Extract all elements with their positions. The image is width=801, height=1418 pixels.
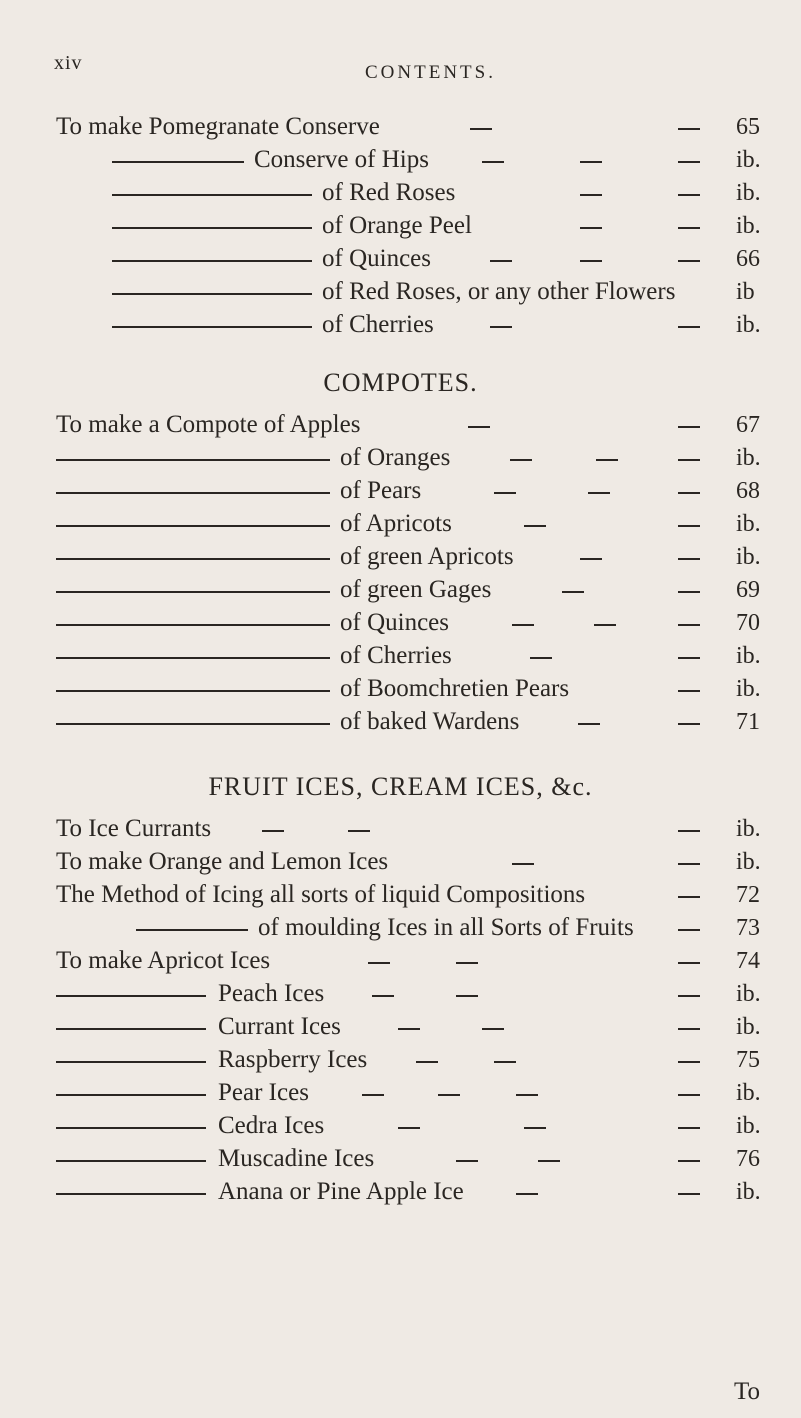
dash-rule [456,962,478,964]
dash-rule [562,591,584,593]
section-heading: FRUIT ICES, CREAM ICES, &c. [208,772,593,801]
toc-entry [0,946,801,980]
entry-text: of Boomchretien Pears [340,675,570,702]
entry-text: of Red Roses [322,179,456,206]
entry-text: of Pears [340,477,422,504]
entry-text: Muscadine Ices [218,1145,375,1172]
dash-rule [262,830,284,832]
entry-page: ib. [736,1014,761,1040]
entry-page: 72 [736,882,760,908]
dash-rule [678,896,700,898]
dash-rule [678,929,700,931]
entry-text: Currant Ices [218,1013,341,1040]
dash-rule [678,657,700,659]
dash-rule [494,492,516,494]
toc-entry [0,145,801,179]
entry-text: Conserve of Hips [254,146,429,173]
entry-page: ib. [736,1080,761,1106]
entry-page: ib. [736,1179,761,1205]
toc-entry [0,674,801,708]
dash-rule [368,962,390,964]
dash-rule [678,1028,700,1030]
entry-page: ib. [736,981,761,1007]
dash-rule [512,624,534,626]
entry-text: of Red Roses, or any other Flowers [322,278,676,305]
leader-rule [56,1061,206,1063]
leader-rule [56,1094,206,1096]
entry-page: ib. [736,643,761,669]
entry-page: 73 [736,915,760,941]
dash-rule [678,492,700,494]
entry-page: ib. [736,676,761,702]
leader-rule [112,194,312,196]
toc-entry [0,211,801,245]
entry-page: 75 [736,1047,760,1073]
leader-rule [56,558,330,560]
dash-rule [678,591,700,593]
leader-rule [112,293,312,295]
entry-page: ib. [736,511,761,537]
toc-entry [0,1111,801,1145]
entry-text: Cedra Ices [218,1112,325,1139]
dash-rule [510,459,532,461]
dash-rule [580,558,602,560]
toc-entry [0,1177,801,1211]
entry-text: To make Pomegranate Conserve [56,113,380,140]
entry-page: 69 [736,577,760,603]
entry-text: Raspberry Ices [218,1046,368,1073]
dash-rule [678,128,700,130]
dash-rule [524,525,546,527]
entry-page: ib. [736,213,761,239]
entry-page: ib. [736,445,761,471]
dash-rule [596,459,618,461]
section-heading: COMPOTES. [323,368,478,397]
dash-rule [482,1028,504,1030]
toc-entry [0,641,801,675]
leader-rule [136,929,248,931]
dash-rule [588,492,610,494]
entry-page: ib. [736,849,761,875]
entry-page: ib. [736,1113,761,1139]
catchword: To [734,1378,761,1405]
toc-entry [0,1078,801,1112]
dash-rule [482,161,504,163]
dash-rule [490,260,512,262]
leader-rule [56,690,330,692]
dash-rule [594,624,616,626]
dash-rule [456,995,478,997]
toc-entry [0,112,801,146]
entry-text: of green Apricots [340,543,514,570]
dash-rule [470,128,492,130]
leader-rule [112,326,312,328]
entry-text: of Cherries [322,311,434,338]
entry-page: 71 [736,709,760,735]
leader-rule [56,723,330,725]
entry-page: 67 [736,412,760,438]
dash-rule [516,1193,538,1195]
entry-page: 66 [736,246,760,272]
entry-text: To make Orange and Lemon Ices [56,848,389,875]
toc-entry [0,707,801,741]
dash-rule [678,1160,700,1162]
dash-rule [678,995,700,997]
dash-rule [580,161,602,163]
dash-rule [416,1061,438,1063]
dash-rule [678,227,700,229]
dash-rule [678,723,700,725]
dash-rule [678,558,700,560]
leader-rule [56,1160,206,1162]
leader-rule [56,1028,206,1030]
entry-page: ib [736,279,755,305]
toc-entry [0,847,801,881]
entry-text: of baked Wardens [340,708,520,735]
leader-rule [56,591,330,593]
dash-rule [678,830,700,832]
dash-rule [678,962,700,964]
toc-entry [0,443,801,477]
dash-rule [348,830,370,832]
toc-entry [0,476,801,510]
dash-rule [678,1127,700,1129]
entry-text: To make a Compote of Apples [56,411,361,438]
entry-text: Anana or Pine Apple Ice [218,1178,464,1205]
entry-text: To Ice Currants [56,815,212,842]
dash-rule [524,1127,546,1129]
entry-page: 76 [736,1146,760,1172]
dash-rule [678,194,700,196]
dash-rule [538,1160,560,1162]
toc-entry [0,880,801,914]
dash-rule [490,326,512,328]
running-head: CONTENTS. [365,62,496,83]
dash-rule [678,690,700,692]
dash-rule [512,863,534,865]
dash-rule [468,426,490,428]
entry-text: of moulding Ices in all Sorts of Fruits [258,914,634,941]
toc-entry [0,178,801,212]
dash-rule [678,326,700,328]
leader-rule [56,1127,206,1129]
toc-entry [0,979,801,1013]
entry-page: 65 [736,114,760,140]
entry-page: 74 [736,948,760,974]
dash-rule [580,260,602,262]
dash-rule [456,1160,478,1162]
entry-page: ib. [736,816,761,842]
leader-rule [112,227,312,229]
entry-page: 70 [736,610,760,636]
dash-rule [516,1094,538,1096]
dash-rule [578,723,600,725]
toc-entry [0,310,801,344]
dash-rule [678,1061,700,1063]
toc-entry [0,814,801,848]
entry-text: of Cherries [340,642,452,669]
toc-entry [0,575,801,609]
page-number: xiv [54,52,83,74]
entry-page: ib. [736,312,761,338]
toc-entry [0,542,801,576]
dash-rule [494,1061,516,1063]
toc-entry [0,608,801,642]
dash-rule [398,1127,420,1129]
dash-rule [678,1094,700,1096]
leader-rule [112,161,244,163]
entry-text: The Method of Icing all sorts of liquid Compositions [56,881,586,908]
entry-page: ib. [736,544,761,570]
entry-text: of Quinces [340,609,449,636]
dash-rule [678,1193,700,1195]
entry-page: ib. [736,180,761,206]
dash-rule [678,426,700,428]
leader-rule [56,995,206,997]
dash-rule [678,260,700,262]
entry-text: of Orange Peel [322,212,472,239]
dash-rule [678,624,700,626]
entry-text: of Oranges [340,444,451,471]
leader-rule [112,260,312,262]
entry-text: Peach Ices [218,980,325,1007]
entry-text: of Apricots [340,510,452,537]
toc-entry [0,913,801,947]
toc-entry [0,1144,801,1178]
dash-rule [580,227,602,229]
toc-entry [0,1045,801,1079]
dash-rule [580,194,602,196]
dash-rule [530,657,552,659]
leader-rule [56,624,330,626]
entry-text: of Quinces [322,245,431,272]
leader-rule [56,459,330,461]
toc-entry [0,1012,801,1046]
entry-text: To make Apricot Ices [56,947,271,974]
toc-entry [0,410,801,444]
dash-rule [398,1028,420,1030]
entry-page: 68 [736,478,760,504]
entry-text: Pear Ices [218,1079,309,1106]
leader-rule [56,525,330,527]
leader-rule [56,492,330,494]
dash-rule [372,995,394,997]
dash-rule [678,161,700,163]
dash-rule [678,525,700,527]
entry-page: ib. [736,147,761,173]
toc-entry [0,244,801,278]
dash-rule [678,459,700,461]
dash-rule [362,1094,384,1096]
leader-rule [56,657,330,659]
toc-entry [0,277,801,311]
dash-rule [678,863,700,865]
entry-text: of green Gages [340,576,492,603]
dash-rule [438,1094,460,1096]
toc-entry [0,509,801,543]
leader-rule [56,1193,206,1195]
